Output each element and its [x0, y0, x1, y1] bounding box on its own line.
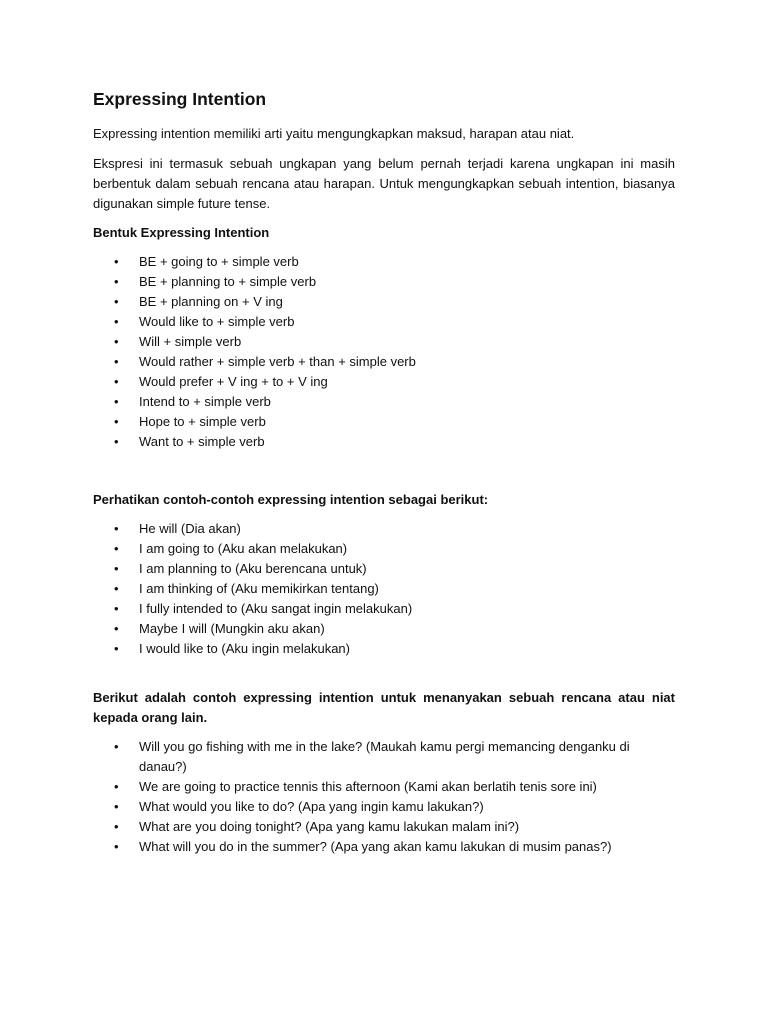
bentuk-heading: Bentuk Expressing Intention	[93, 225, 270, 240]
list-item: • Want to + simple verb	[139, 432, 675, 452]
list-item: • BE + planning on + V ing	[139, 292, 675, 312]
bullet-icon: •	[114, 434, 119, 449]
list-item: • What will you do in the summer? (Apa yang akan kamu lakukan di musim panas?)	[139, 837, 675, 857]
bullet-icon: •	[114, 394, 119, 409]
bullet-icon: •	[114, 839, 119, 854]
list-item: • What are you doing tonight? (Apa yang kamu lakukan malam ini?)	[139, 817, 675, 837]
menanyakan-heading: Berikut adalah contoh expressing intention untuk menanyakan sebuah rencana atau niat kepada orang lain.	[93, 690, 675, 725]
list-item: • Would rather + simple verb + than + simple verb	[139, 352, 675, 372]
list-item: • I fully intended to (Aku sangat ingin melakukan)	[139, 599, 675, 619]
bullet-icon: •	[114, 799, 119, 814]
list-item: • He will (Dia akan)	[139, 519, 675, 539]
list-item: • BE + going to + simple verb	[139, 252, 675, 272]
list-item: • Will you go fishing with me in the lake? (Maukah kamu pergi memancing denganku di danau?)	[114, 739, 630, 774]
bullet-icon: •	[114, 294, 119, 309]
list-item: • I am planning to (Aku berencana untuk)	[139, 559, 675, 579]
description-paragraph: Ekspresi ini termasuk sebuah ungkapan yang belum pernah terjadi karena ungkapan ini masih berbentuk dalam sebuah rencana atau harapan. Untuk mengungkapkan sebuah intention, biasanya digunakan simple future tense.	[93, 156, 675, 211]
bullet-icon: •	[114, 314, 119, 329]
bentuk-list	[93, 252, 675, 452]
menanyakan-list	[93, 737, 675, 857]
list-item: • What would you like to do? (Apa yang ingin kamu lakukan?)	[139, 797, 675, 817]
list-item: • Would like to + simple verb	[139, 312, 675, 332]
contoh-list	[93, 519, 675, 659]
list-item: • Hope to + simple verb	[139, 412, 675, 432]
bullet-icon: •	[114, 601, 119, 616]
contoh-heading: Perhatikan contoh-contoh expressing intention sebagai berikut:	[93, 492, 489, 507]
bullet-icon: •	[114, 414, 119, 429]
page-title: Expressing Intention	[93, 89, 267, 109]
bullet-icon: •	[114, 819, 119, 834]
bullet-icon: •	[114, 541, 119, 556]
bullet-icon: •	[114, 374, 119, 389]
list-item: • I would like to (Aku ingin melakukan)	[139, 639, 675, 659]
list-item: • Maybe I will (Mungkin aku akan)	[139, 619, 675, 639]
bullet-icon: •	[114, 254, 119, 269]
bullet-icon: •	[114, 621, 119, 636]
list-item: • Will + simple verb	[139, 332, 675, 352]
bullet-icon: •	[114, 739, 119, 754]
list-item: • Would prefer + V ing + to + V ing	[139, 372, 675, 392]
bullet-icon: •	[114, 521, 119, 536]
list-item: • I am going to (Aku akan melakukan)	[139, 539, 675, 559]
list-item: • Intend to + simple verb	[139, 392, 675, 412]
bullet-icon: •	[114, 581, 119, 596]
list-item: • I am thinking of (Aku memikirkan tentang)	[139, 579, 675, 599]
list-item: • BE + planning to + simple verb	[139, 272, 675, 292]
bullet-icon: •	[114, 274, 119, 289]
bullet-icon: •	[114, 354, 119, 369]
document-content	[93, 86, 675, 857]
list-item: • We are going to practice tennis this afternoon (Kami akan berlatih tenis sore ini)	[139, 777, 675, 797]
bullet-icon: •	[114, 334, 119, 349]
intro-paragraph: Expressing intention memiliki arti yaitu mengungkapkan maksud, harapan atau niat.	[93, 126, 575, 141]
bullet-icon: •	[114, 641, 119, 656]
bullet-icon: •	[114, 561, 119, 576]
bullet-icon: •	[114, 779, 119, 794]
